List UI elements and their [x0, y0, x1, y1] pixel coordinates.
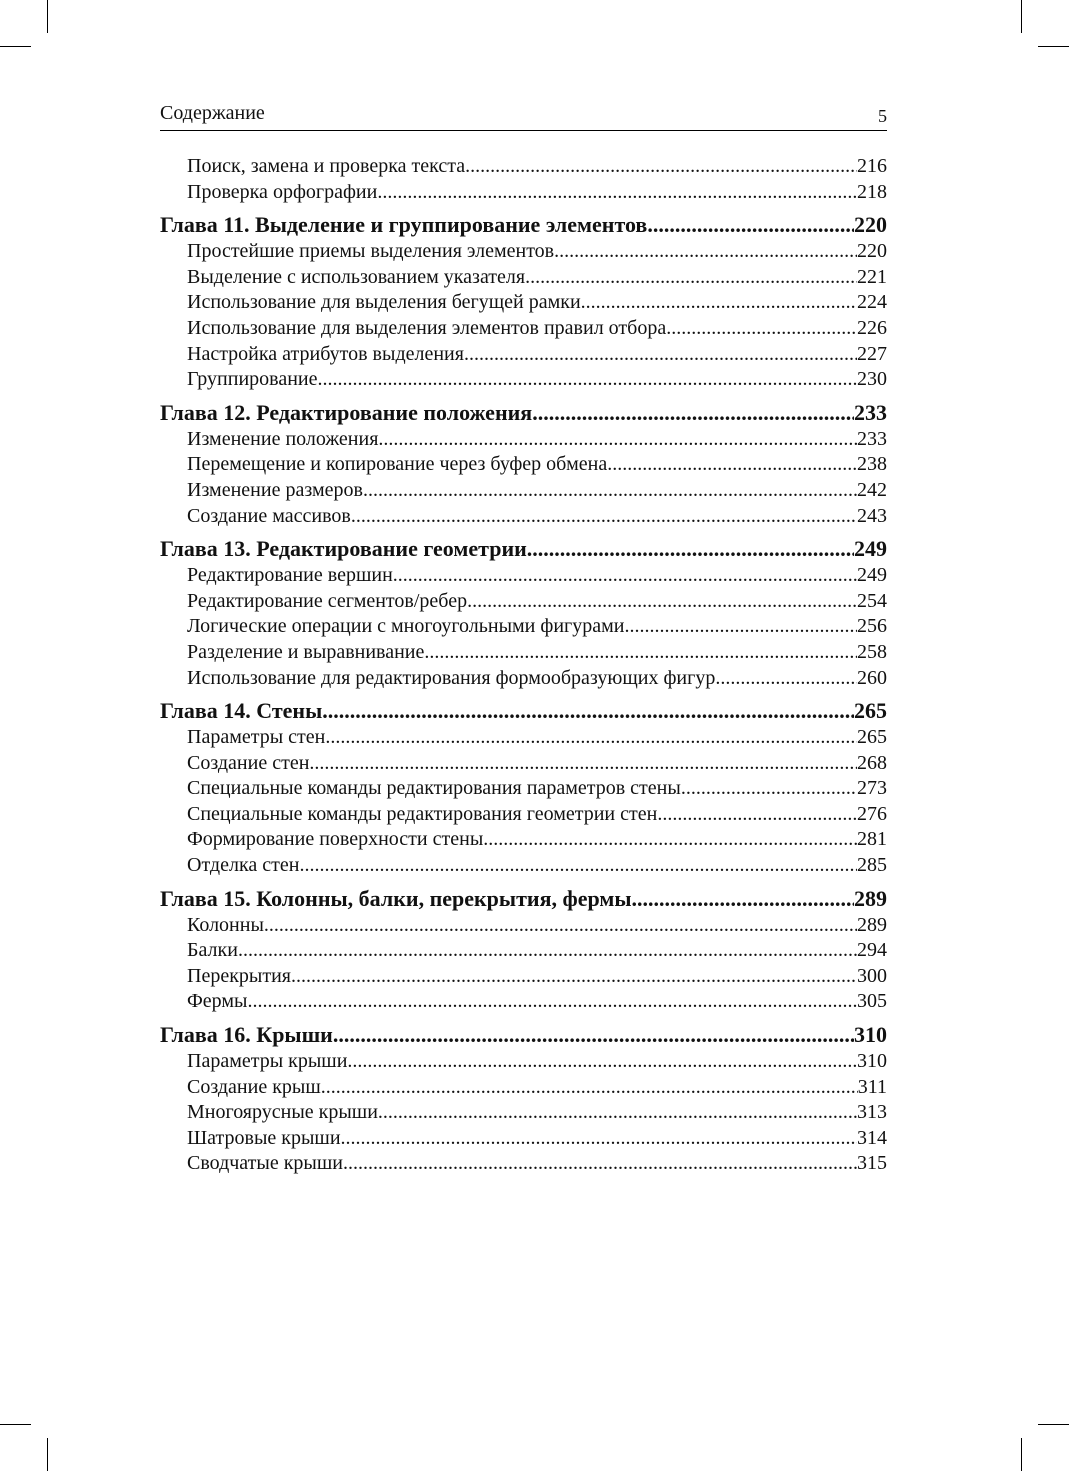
dot-leader [666, 316, 857, 342]
toc-section-label: Группирование [187, 368, 318, 391]
toc-section-label: Настройка атрибутов выделения [187, 342, 464, 365]
dot-leader [525, 265, 857, 291]
toc-section-label: Изменение размеров [187, 478, 363, 501]
chapter-block [160, 535, 887, 691]
toc-section-entry[interactable] [160, 316, 887, 342]
toc-section-page: 305 [857, 990, 887, 1013]
crop-mark [0, 1424, 31, 1425]
dot-leader [527, 535, 854, 563]
toc-section-entry[interactable] [160, 964, 887, 990]
toc-section-entry[interactable] [160, 154, 887, 180]
crop-mark [0, 46, 31, 47]
toc-section-page: 254 [857, 589, 887, 612]
toc-section-page: 233 [857, 427, 887, 450]
dot-leader [464, 342, 857, 368]
dot-leader [554, 239, 857, 265]
toc-section-page: 224 [857, 291, 887, 314]
toc-section-label: Балки [187, 939, 238, 962]
toc-section-entry[interactable] [160, 504, 887, 530]
toc-section-page: 227 [857, 342, 887, 365]
toc-section-page: 268 [857, 751, 887, 774]
toc-section-entry[interactable] [160, 938, 887, 964]
toc-chapter-page: 289 [854, 885, 887, 911]
toc-section-label: Создание стен [187, 751, 310, 774]
dot-leader [363, 478, 857, 504]
dot-leader [309, 751, 857, 777]
dot-leader [341, 1126, 857, 1152]
toc-section-page: 260 [857, 666, 887, 689]
toc-chapter-entry[interactable] [160, 1021, 887, 1049]
dot-leader [483, 827, 857, 853]
chapter-block [160, 399, 887, 529]
toc-section-page: 285 [857, 854, 887, 877]
toc-section-page: 230 [857, 368, 887, 391]
toc-section-entry[interactable] [160, 265, 887, 291]
dot-leader [465, 154, 857, 180]
toc-section-label: Использование для выделения бегущей рамки [187, 291, 581, 314]
toc-section-entry[interactable] [160, 452, 887, 478]
toc-chapter-entry[interactable] [160, 535, 887, 563]
toc-section-page: 313 [857, 1101, 887, 1124]
crop-mark [47, 1438, 48, 1471]
toc-section-page: 243 [857, 504, 887, 527]
toc-section-label: Разделение и выравнивание [187, 640, 425, 663]
dot-leader [247, 989, 857, 1015]
toc-section-page: 311 [857, 1075, 887, 1098]
toc-section-label: Отделка стен [187, 854, 300, 877]
dot-leader [351, 504, 857, 530]
dot-leader [322, 697, 854, 725]
toc-section-entry[interactable] [160, 342, 887, 368]
dot-leader [321, 1075, 858, 1101]
toc-section-entry[interactable] [160, 802, 887, 828]
dot-leader [333, 1021, 854, 1049]
chapter-block [160, 1021, 887, 1177]
toc-section-entry[interactable] [160, 478, 887, 504]
dot-leader [325, 725, 857, 751]
dot-leader [299, 853, 857, 879]
toc-section-label: Многоярусные крыши [187, 1101, 378, 1124]
chapter-block [160, 885, 887, 1015]
toc-section-entry[interactable] [160, 563, 887, 589]
toc-section-page: 315 [857, 1152, 887, 1175]
toc-section-entry[interactable] [160, 367, 887, 393]
dot-leader [318, 367, 858, 393]
dot-leader [238, 938, 857, 964]
running-header [160, 102, 887, 131]
page-number: 5 [878, 106, 887, 126]
toc-section-label: Редактирование вершин [187, 564, 393, 587]
toc-section-label: Сводчатые крыши [187, 1152, 343, 1175]
toc-section-label: Использование для выделения элементов правил отбора [187, 316, 667, 339]
dot-leader [532, 399, 854, 427]
toc-section-entry[interactable] [160, 1100, 887, 1126]
toc-section-entry[interactable] [160, 239, 887, 265]
toc-section-page: 226 [857, 316, 887, 339]
dot-leader [657, 802, 857, 828]
toc-chapter-entry[interactable] [160, 697, 887, 725]
dot-leader [424, 640, 857, 666]
dot-leader [647, 211, 854, 239]
toc-section-label: Формирование поверхности стены [187, 828, 484, 851]
dot-leader [393, 563, 857, 589]
toc-section-page: 265 [857, 726, 887, 749]
toc-chapter-page: 310 [854, 1022, 887, 1048]
dot-leader [681, 776, 857, 802]
dot-leader [378, 1100, 857, 1126]
toc-section-page: 310 [857, 1050, 887, 1073]
toc-section-label: Шатровые крыши [187, 1126, 341, 1149]
toc-section-label: Логические операции с многоугольными фигурами [187, 615, 625, 638]
toc-chapter-entry[interactable] [160, 399, 887, 427]
toc-section-page: 281 [857, 828, 887, 851]
toc-chapter-title: Глава 13. Редактирование геометрии [160, 536, 527, 562]
toc-section-page: 238 [857, 453, 887, 476]
toc-section-page: 221 [857, 265, 887, 288]
dot-leader [378, 427, 857, 453]
toc-section-label: Фермы [187, 990, 248, 1013]
toc-section-label: Перемещение и копирование через буфер обмена [187, 453, 608, 476]
dot-leader [264, 913, 857, 939]
toc-section-entry[interactable] [160, 776, 887, 802]
toc-chapter-page: 233 [854, 399, 887, 425]
toc-section-page: 289 [857, 913, 887, 936]
toc-section-entry[interactable] [160, 1075, 887, 1101]
crop-mark [1038, 46, 1069, 47]
toc-section-page: 276 [857, 802, 887, 825]
dot-leader [467, 589, 857, 615]
toc-section-page: 242 [857, 478, 887, 501]
toc-section-label: Специальные команды редактирования геометрии стен [187, 802, 658, 825]
toc-section-page: 258 [857, 640, 887, 663]
toc-section-label: Редактирование сегментов/ребер [187, 589, 468, 612]
toc-section-entry[interactable] [160, 614, 887, 640]
chapter-block [160, 211, 887, 393]
toc-section-label: Колонны [187, 913, 264, 936]
toc-section-label: Поиск, замена и проверка текста [187, 155, 466, 177]
dot-leader [343, 1151, 857, 1177]
toc-section-page: 256 [857, 615, 887, 638]
dot-leader [632, 885, 854, 913]
toc-chapter-title: Глава 16. Крыши [160, 1022, 333, 1048]
toc-chapter-entry[interactable] [160, 211, 887, 239]
toc-section-page: 218 [857, 180, 887, 203]
toc-section-label: Простейшие приемы выделения элементов [187, 240, 555, 263]
toc-section-label: Перекрытия [187, 964, 291, 987]
crop-mark [1021, 0, 1022, 33]
toc-chapter-entry[interactable] [160, 885, 887, 913]
table-of-contents [160, 154, 887, 1177]
crop-mark [47, 0, 48, 33]
toc-section-entry[interactable] [160, 725, 887, 751]
dot-leader [624, 614, 857, 640]
toc-section-label: Создание крыш [187, 1075, 321, 1098]
toc-section-entry[interactable] [160, 589, 887, 615]
toc-section-label: Проверка орфографии [187, 180, 378, 203]
toc-section-entry[interactable] [160, 827, 887, 853]
toc-chapter-title: Глава 12. Редактирование положения [160, 399, 533, 425]
toc-section-label: Создание массивов [187, 504, 351, 527]
toc-chapter-page: 265 [854, 698, 887, 724]
toc-section-entry[interactable] [160, 989, 887, 1015]
toc-section-label: Изменение положения [187, 427, 379, 450]
dot-leader [607, 452, 857, 478]
toc-section-label: Выделение с использованием указателя [187, 265, 526, 288]
toc-section-entry[interactable] [160, 640, 887, 666]
dot-leader [377, 180, 857, 206]
toc-section-entry[interactable] [160, 427, 887, 453]
toc-section-entry[interactable] [160, 666, 887, 692]
toc-section-entry[interactable] [160, 290, 887, 316]
toc-chapter-page: 220 [854, 212, 887, 238]
toc-section-label: Параметры стен [187, 726, 326, 749]
toc-chapter-title: Глава 14. Стены [160, 698, 323, 724]
toc-section-page: 273 [857, 777, 887, 800]
chapter-block [160, 697, 887, 879]
toc-section-entry[interactable] [160, 853, 887, 879]
toc-section-page: 314 [857, 1126, 887, 1149]
dot-leader [291, 964, 857, 990]
toc-section-page: 249 [857, 564, 887, 587]
toc-section-entry[interactable] [160, 751, 887, 777]
toc-section-entry[interactable] [160, 1151, 887, 1177]
toc-chapter-page: 249 [854, 536, 887, 562]
toc-section-page: 300 [857, 964, 887, 987]
toc-section-page: 220 [857, 240, 887, 263]
toc-chapter-title: Глава 11. Выделение и группирование элементов [160, 212, 648, 238]
crop-mark [1038, 1424, 1069, 1425]
toc-section-entry[interactable] [160, 1126, 887, 1152]
toc-section-label: Специальные команды редактирования параметров стены [187, 777, 681, 800]
chapter-list [160, 211, 887, 1177]
crop-mark [1021, 1438, 1022, 1471]
toc-section-page: 294 [857, 939, 887, 962]
dot-leader [347, 1049, 857, 1075]
toc-chapter-title: Глава 15. Колонны, балки, перекрытия, фермы [160, 885, 632, 911]
dot-leader [715, 666, 857, 692]
toc-section-entry[interactable] [160, 1049, 887, 1075]
toc-section-label: Параметры крыши [187, 1050, 348, 1073]
toc-section-label: Использование для редактирования формообразующих фигур [187, 666, 716, 689]
toc-section-page: 216 [857, 155, 887, 177]
toc-section-entry[interactable] [160, 180, 887, 206]
running-header-title: Содержание [160, 102, 265, 124]
toc-section-entry[interactable] [160, 913, 887, 939]
dot-leader [581, 290, 857, 316]
